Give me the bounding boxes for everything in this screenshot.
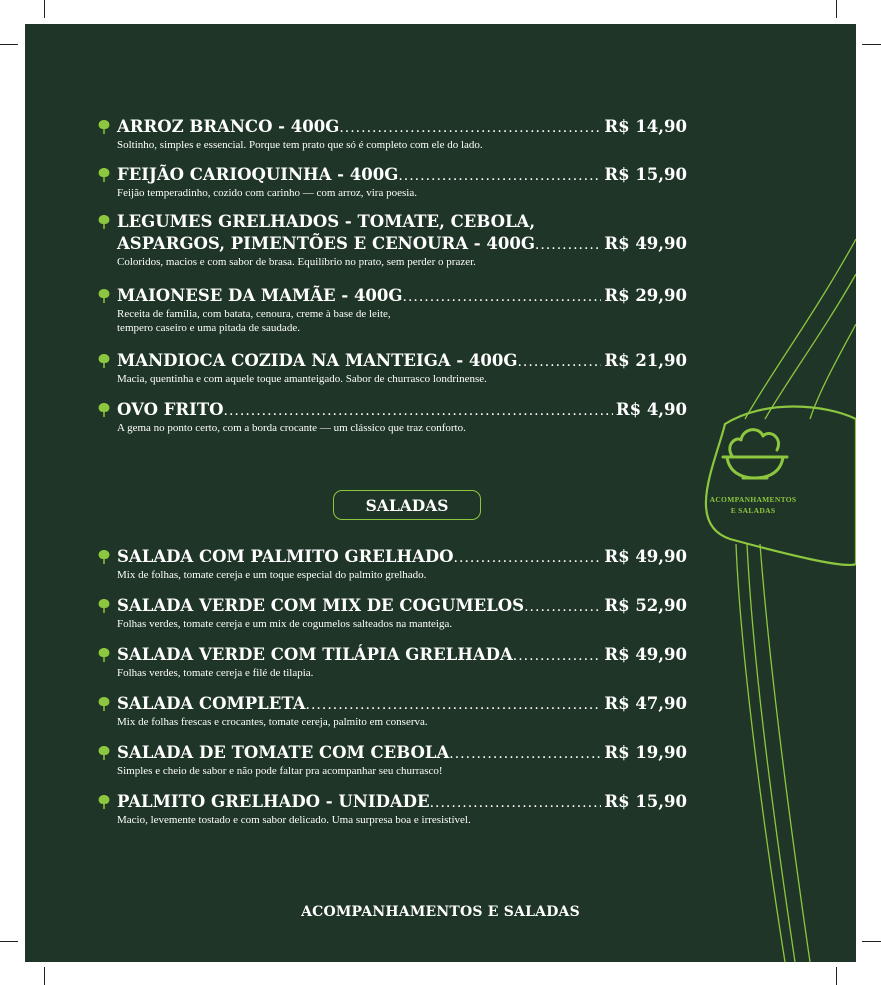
leaf-icon <box>97 696 111 712</box>
leaf-icon <box>97 549 111 565</box>
badge-label <box>693 494 813 516</box>
crop-mark <box>0 941 18 942</box>
item-name: SALADA COMPLETA <box>117 694 306 713</box>
item-price: R$ 49,90 <box>604 547 687 566</box>
badge-line2: E SALADAS <box>730 506 776 515</box>
item-price: R$ 49,90 <box>604 234 687 253</box>
leaf-icon <box>97 353 111 369</box>
item-price: R$ 15,90 <box>604 792 687 811</box>
crop-mark <box>836 0 837 18</box>
menu-item <box>117 350 687 386</box>
item-price: R$ 21,90 <box>604 351 687 370</box>
crop-mark <box>0 44 18 45</box>
leaf-icon <box>97 794 111 810</box>
crop-mark <box>44 967 45 985</box>
item-name: SALADA VERDE COM TILÁPIA GRELHADA <box>117 645 513 664</box>
item-description: Macio, levemente tostado e com sabor delicado. Uma surpresa boa e irresistível. <box>117 814 471 826</box>
salad-bowl-icon <box>723 430 787 478</box>
item-name: SALADA COM PALMITO GRELHADO <box>117 547 454 566</box>
item-name: PALMITO GRELHADO - UNIDADE <box>117 792 430 811</box>
item-name: ARROZ BRANCO - 400G <box>117 117 340 136</box>
leaf-icon <box>97 119 111 135</box>
footer-title: ACOMPANHAMENTOS E SALADAS <box>301 904 580 920</box>
leaf-icon <box>97 745 111 761</box>
leaf-icon <box>97 214 111 230</box>
item-name: FEIJÃO CARIOQUINHA - 400G <box>117 165 399 184</box>
item-description: Feijão temperadinho, cozido com carinho — com arroz, vira poesia. <box>117 187 417 199</box>
item-description: Folhas verdes, tomate cereja e filé de tilapia. <box>117 667 314 679</box>
item-description: Mix de folhas frescas e crocantes, tomate cereja, palmito em conserva. <box>117 716 428 728</box>
item-description: Folhas verdes, tomate cereja e um mix de cogumelos salteados na manteiga. <box>117 618 453 630</box>
menu-item <box>117 546 687 582</box>
item-name: ASPARGOS, PIMENTÕES E CENOURA - 400G <box>117 234 535 253</box>
menu-item <box>117 791 687 827</box>
crop-mark <box>862 44 881 45</box>
item-name: SALADA VERDE COM MIX DE COGUMELOS <box>117 596 525 615</box>
item-description: tempero caseiro e uma pitada de saudade. <box>117 322 300 334</box>
menu-item <box>117 399 687 435</box>
leaf-icon <box>97 598 111 614</box>
item-price: R$ 47,90 <box>604 694 687 713</box>
item-description: Soltinho, simples e essencial. Porque tem prato que só é completo com ele do lado. <box>117 139 483 151</box>
badge-shape <box>706 407 856 565</box>
item-description: Macia, quentinha e com aquele toque amanteigado. Sabor de churrasco londrinense. <box>117 373 487 385</box>
item-price: R$ 15,90 <box>604 165 687 184</box>
item-description: Mix de folhas, tomate cereja e um toque especial do palmito grelhado. <box>117 569 427 581</box>
menu-item <box>117 742 687 778</box>
menu-item <box>117 595 687 631</box>
item-name: OVO FRITO <box>117 400 224 419</box>
menu-item <box>117 644 687 680</box>
item-price: R$ 49,90 <box>604 645 687 664</box>
menu-item <box>117 693 687 729</box>
item-price: R$ 4,90 <box>615 400 687 419</box>
leaf-icon <box>97 647 111 663</box>
badge-line1: ACOMPANHAMENTOS <box>709 495 797 504</box>
menu-item <box>117 116 687 152</box>
item-description: Receita de família, com batata, cenoura, creme à base de leite, <box>117 308 391 320</box>
item-name: MANDIOCA COZIDA NA MANTEIGA - 400G <box>117 351 518 370</box>
item-price: R$ 52,90 <box>604 596 687 615</box>
leaf-icon <box>97 402 111 418</box>
item-name: SALADA DE TOMATE COM CEBOLA <box>117 743 450 762</box>
menu-page <box>25 24 856 962</box>
leaf-icon <box>97 288 111 304</box>
item-description: A gema no ponto certo, com a borda crocante — um clássico que traz conforto. <box>117 422 466 434</box>
item-description: Coloridos, macios e com sabor de brasa. Equilíbrio no prato, sem perder o prazer. <box>117 256 476 268</box>
item-name: MAIONESE DA MAMÃE - 400G <box>117 286 403 305</box>
menu-item <box>117 164 687 200</box>
crop-mark <box>862 941 881 942</box>
crop-mark <box>836 967 837 985</box>
item-name-line1: LEGUMES GRELHADOS - TOMATE, CEBOLA, <box>117 212 536 231</box>
menu-item <box>117 285 687 335</box>
menu-item <box>117 211 687 269</box>
item-price: R$ 14,90 <box>604 117 687 136</box>
item-price: R$ 19,90 <box>604 743 687 762</box>
crop-mark <box>44 0 45 18</box>
section-title-saladas: SALADAS <box>333 490 481 520</box>
item-description: Simples e cheio de sabor e não pode faltar pra acompanhar seu churrasco! <box>117 765 443 777</box>
leaf-icon <box>97 167 111 183</box>
item-price: R$ 29,90 <box>604 286 687 305</box>
